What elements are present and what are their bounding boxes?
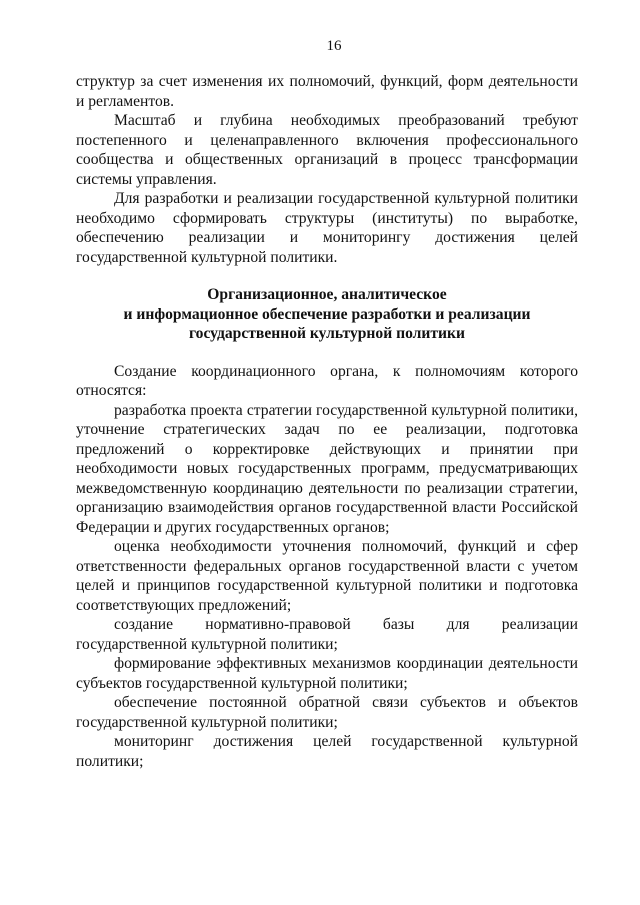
section-heading-line: Организационное, аналитическое xyxy=(207,286,447,303)
paragraph: Для разработки и реализации государственной культурной политики необходимо сформировать структуры (институты) по выработке, обеспечению реализации и мониторингу достижения целей государственной культурной политики. xyxy=(76,190,578,266)
section-heading xyxy=(76,285,578,344)
paragraph: Создание координационного органа, к полномочиям которого относятся: xyxy=(76,362,578,399)
section-heading-line: и информационное обеспечение разработки и реализации xyxy=(123,305,531,323)
paragraph: структур за счет изменения их полномочий, функций, форм деятельности и регламентов. xyxy=(76,73,578,110)
list-item: оценка необходимости уточнения полномочий, функций и сфер ответственности федеральных органов государственной власти с учетом целей и принципов государственной культурной политики и подготовка соответствующих предложений; xyxy=(76,538,578,614)
list-item: обеспечение постоянной обратной связи субъектов и объектов государственной культурной политики; xyxy=(76,694,578,731)
page-number: 16 xyxy=(326,38,342,54)
list-item: разработка проекта стратегии государственной культурной политики, уточнение стратегических задач по ее реализации, подготовка предложений о корректировке действующих и принятии при необходимости новых государственных программ, предусматривающих межведомственную координацию деятельности по реализации стратегии, организацию взаимодействия органов государственной власти Российской Федерации и других государственных органов; xyxy=(76,401,578,536)
list-item: формирование эффективных механизмов координации деятельности субъектов государственной культурной политики; xyxy=(76,655,578,692)
section-heading-line: государственной культурной политики xyxy=(188,325,466,342)
paragraph: Масштаб и глубина необходимых преобразований требуют постепенного и целенаправленного включения профессионального сообщества и общественных организаций в процесс трансформации системы управления. xyxy=(76,112,578,188)
list-item: создание нормативно-правовой базы для реализации государственной культурной политики; xyxy=(76,616,578,653)
list-item: мониторинг достижения целей государственной культурной политики; xyxy=(76,733,578,770)
